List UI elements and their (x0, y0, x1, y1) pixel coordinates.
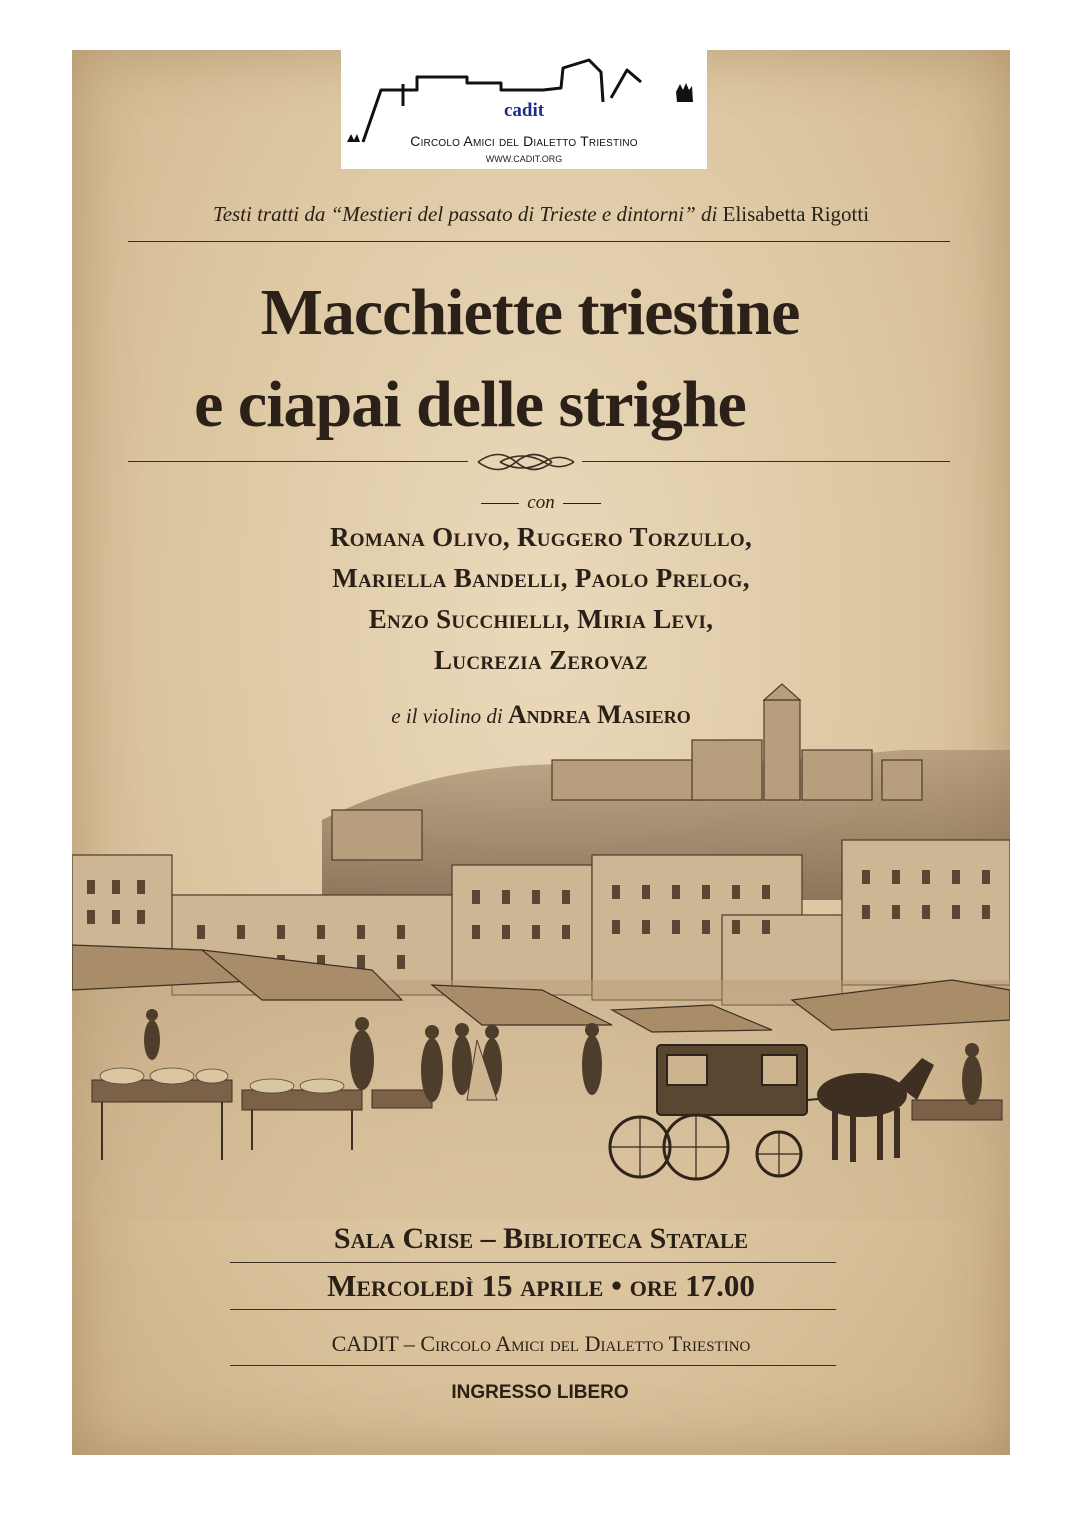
violin-prefix: e il violino di (391, 704, 503, 728)
cast-line: Lucrezia Zerovaz (433, 645, 649, 675)
date-time: Mercoledì 15 aprile • ore 17.00 (327, 1268, 755, 1303)
cast-line: Mariella Bandelli, Paolo Prelog, (332, 563, 750, 593)
logo-name: cadit (503, 100, 545, 121)
divider (230, 1309, 836, 1310)
organizer: CADIT – Circolo Amici del Dialetto Triestino (331, 1331, 751, 1356)
divider (230, 1365, 836, 1366)
scroll-ornament-icon (470, 450, 582, 474)
logo-url: WWW.CADIT.ORG (485, 154, 563, 164)
cast-intro-label: con (527, 492, 555, 513)
cast-line: Enzo Succhielli, Miria Levi, (368, 604, 714, 634)
divider (582, 461, 950, 462)
violin-line (72, 700, 1010, 730)
title-line-1: Macchiette triestine (260, 276, 800, 349)
cadit-logo (341, 50, 707, 169)
dash (481, 503, 519, 504)
admission: INGRESSO LIBERO (451, 1382, 629, 1403)
divider (128, 241, 950, 242)
divider (230, 1262, 836, 1263)
divider (128, 461, 468, 462)
title-line-2: e ciapai delle strighe (194, 368, 746, 441)
credit-line (72, 202, 1010, 227)
logo-full-name: Circolo Amici del Dialetto Triestino (410, 133, 638, 149)
violinist-name: Andrea Masiero (507, 700, 691, 729)
dash (563, 503, 601, 504)
cast-intro (72, 492, 1010, 514)
market-scene-illustration (72, 680, 1010, 1220)
venue: Sala Crise – Biblioteca Statale (333, 1222, 749, 1255)
credit-prefix: Testi tratti da “Mestieri del passato di Trieste e dintorni” di (212, 202, 718, 226)
credit-author: Elisabetta Rigotti (722, 202, 870, 226)
cast-line: Romana Olivo, Ruggero Torzullo, (329, 522, 753, 552)
